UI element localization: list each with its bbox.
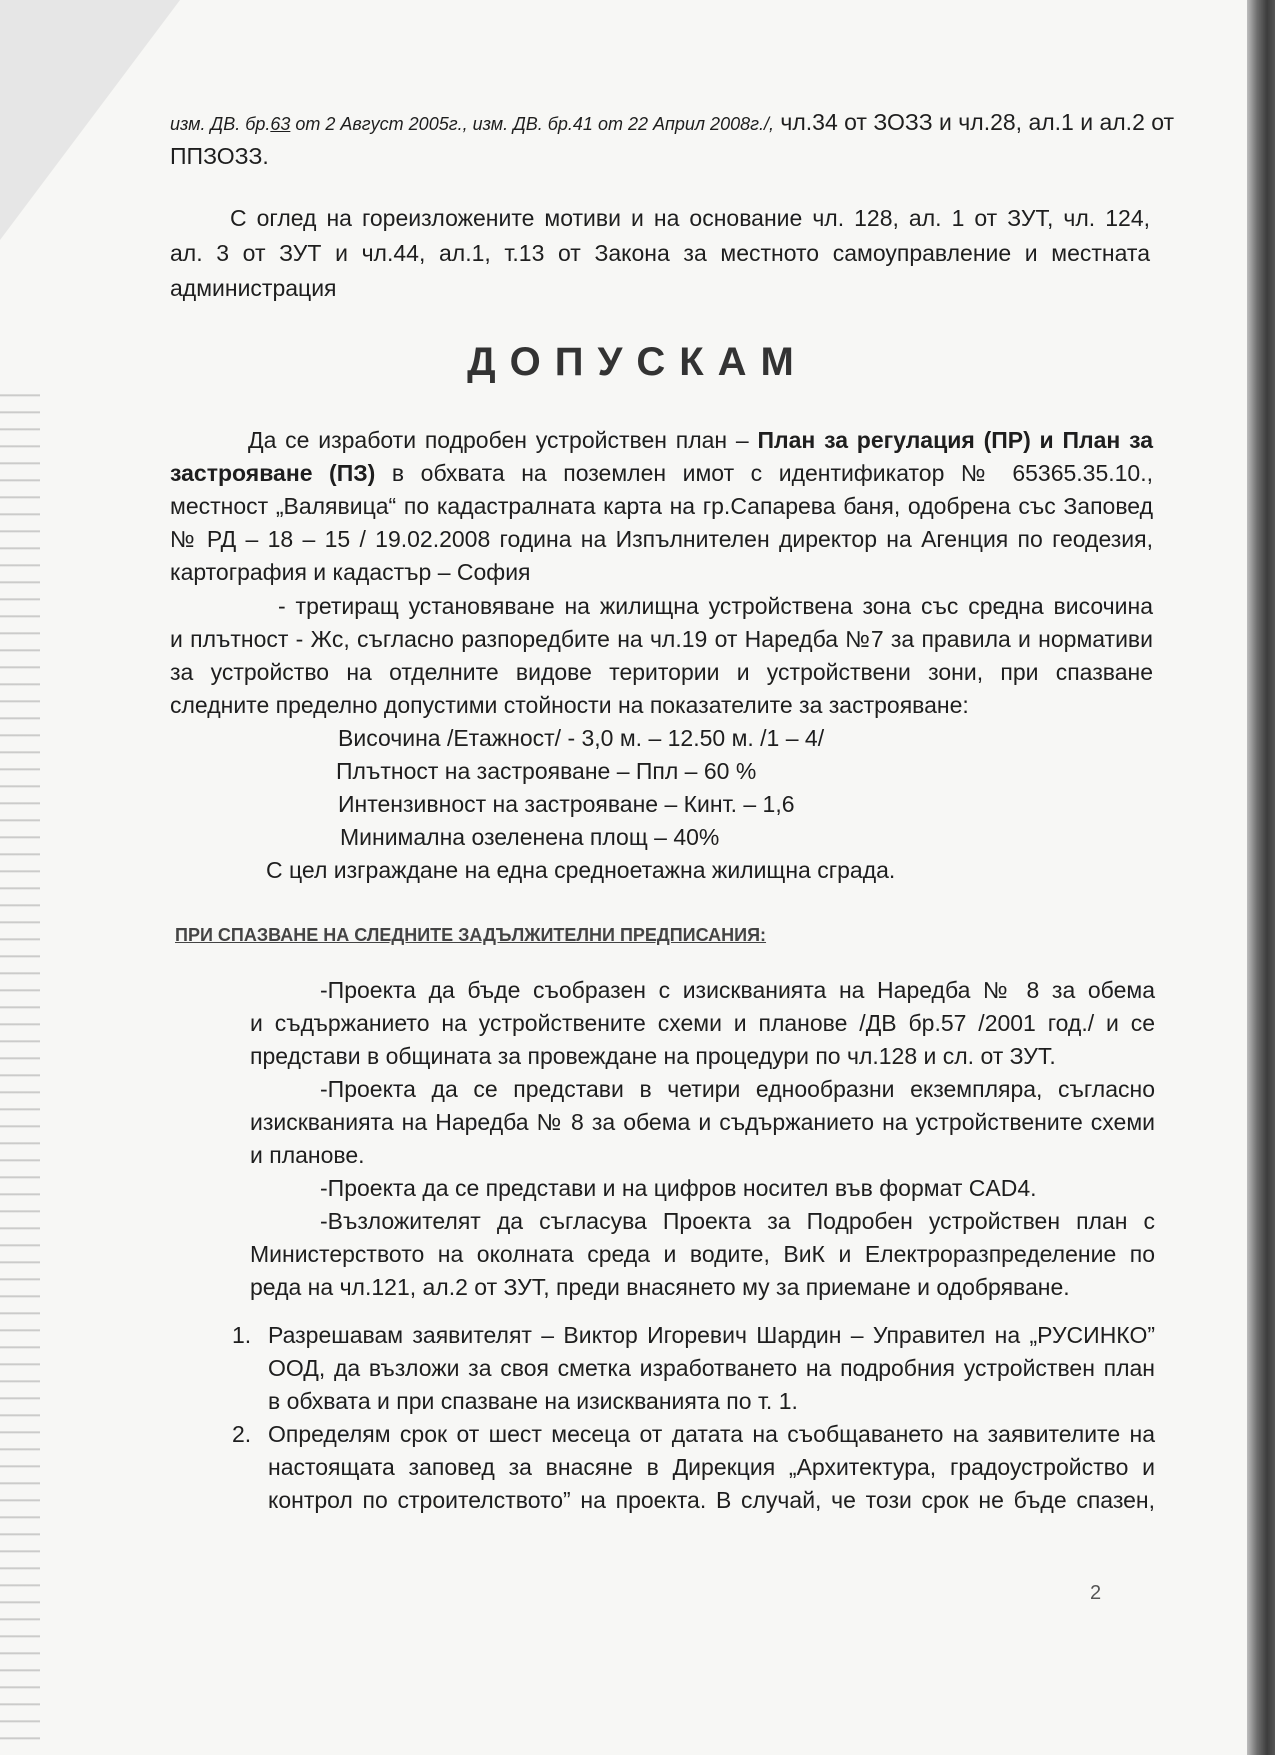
param-green-area: Минимална озеленена площ – 40%	[340, 824, 720, 850]
item-1-line-1: Разрешавам заявителят – Виктор Игоревич Шардин – Управител на „РУСИНКО”	[268, 1322, 1155, 1348]
permit-line-2	[170, 458, 1153, 488]
permit-line-1	[248, 425, 1153, 455]
prescription-2-line-3: и планове.	[250, 1142, 365, 1168]
prescription-4-line-2: Министерството на околната среда и водите, ВиК и Електроразпределение по	[250, 1241, 1155, 1267]
permit-line-1-normal: Да се изработи подробен устройствен план –	[248, 427, 758, 453]
item-2-line-2: настоящата заповед за внасяне в Дирекция „Архитектура, градоустройство и	[268, 1454, 1155, 1480]
motives-line-2: ал. 3 от ЗУТ и чл.44, ал.1, т.13 от Закона за местното самоуправление и местната	[170, 240, 1150, 266]
citation-link: 63	[270, 114, 291, 134]
prescription-1-line-2: и съдържанието на устройствените схеми и планове /ДВ бр.57 /2001 год./ и се	[250, 1010, 1155, 1036]
item-2-line-1: Определям срок от шест месеца от датата на съобщаването на заявителите на	[268, 1421, 1155, 1447]
permit-line-5: картография и кадастър – София	[170, 559, 531, 585]
permit-line-7: и плътност - Жс, съгласно разпоредбите на чл.19 от Наредба №7 за правила и нормативи	[170, 626, 1153, 652]
permit-line-1-bold: План за регулация (ПР) и План за	[757, 427, 1153, 453]
permit-line-8: за устройство на отделните видове територии и устройствени зони, при спазване	[170, 659, 1153, 685]
page-heading: ДОПУСКАМ	[467, 340, 808, 384]
permit-line-3: местност „Валявица“ по кадастралната карта на гр.Сапарева баня, одобрена със Заповед	[170, 493, 1153, 519]
prescription-4-line-3: реда на чл.121, ал.2 от ЗУТ, преди внасянето му за приемане и одобряване.	[250, 1274, 1070, 1300]
param-density: Плътност на застрояване – Ппл – 60 %	[336, 758, 757, 784]
prescription-4-line-1: -Възложителят да съгласува Проекта за Подробен устройствен план с	[320, 1208, 1155, 1234]
citation-rest: чл.34 от ЗОЗЗ и чл.28, ал.1 и ал.2 от	[773, 109, 1175, 135]
page-number: 2	[1090, 1582, 1102, 1604]
param-height: Височина /Етажност/ - 3,0 м. – 12.50 м. /1 – 4/	[338, 725, 825, 751]
purpose-line: С цел изграждане на една средноетажна жилищна сграда.	[266, 857, 896, 883]
item-2-line-3: контрол по строителството” на проекта. В случай, че този срок не бъде спазен,	[268, 1487, 1155, 1513]
param-intensity: Интензивност на застрояване – Кинт. – 1,6	[338, 791, 795, 817]
citation-italic-rest: от 2 Август 2005г., изм. ДВ. бр.41 от 22 Април 2008г./,	[290, 114, 774, 134]
prescription-1-line-3: представи в общината за провеждане на процедури по чл.128 и сл. от ЗУТ.	[250, 1043, 1056, 1069]
scan-right-edge	[1247, 0, 1275, 1755]
prescription-3-line-1: -Проекта да се представи и на цифров носител във формат CAD4.	[320, 1175, 1037, 1201]
permit-line-6: - третиращ установяване на жилищна устройствена зона със средна височина	[278, 593, 1153, 619]
scan-left-edge	[0, 380, 40, 1740]
prescription-2-line-2: изискванията на Наредба № 8 за обема и съдържанието на устройствените схеми	[250, 1109, 1155, 1135]
citation-line-1	[170, 107, 1175, 139]
permit-line-2-normal: в обхвата на поземлен имот с идентификатор № 65365.35.10.,	[375, 460, 1153, 486]
item-1-line-2: ООД, да възложи за своя сметка изработването на подробния устройствен план	[268, 1355, 1155, 1381]
motives-line-3: администрация	[170, 275, 337, 301]
prescription-2-line-1: -Проекта да се представи в четири еднообразни екземпляра, съгласно	[320, 1076, 1155, 1102]
section-title: ПРИ СПАЗВАНЕ НА СЛЕДНИТЕ ЗАДЪЛЖИТЕЛНИ ПРЕДПИСАНИЯ:	[175, 925, 767, 945]
permit-line-9: следните пределно допустими стойности на показателите за застрояване:	[170, 692, 969, 718]
citation-line-2: ППЗОЗЗ.	[170, 143, 269, 169]
prescription-1-line-1: -Проекта да бъде съобразен с изискванията на Наредба № 8 за обема	[320, 977, 1155, 1003]
motives-line-1: С оглед на гореизложените мотиви и на основание чл. 128, ал. 1 от ЗУТ, чл. 124,	[230, 205, 1150, 231]
citation-italic: изм. ДВ. бр.	[170, 114, 271, 134]
permit-line-2-bold: застрояване (ПЗ)	[170, 460, 376, 486]
item-2-number: 2.	[232, 1421, 252, 1447]
permit-line-4: № РД – 18 – 15 / 19.02.2008 година на Изпълнителен директор на Агенция по геодезия,	[170, 526, 1153, 552]
item-1-number: 1.	[232, 1322, 252, 1348]
folded-corner	[0, 0, 180, 240]
item-1-line-3: в обхвата и при спазване на изискванията по т. 1.	[268, 1388, 798, 1414]
